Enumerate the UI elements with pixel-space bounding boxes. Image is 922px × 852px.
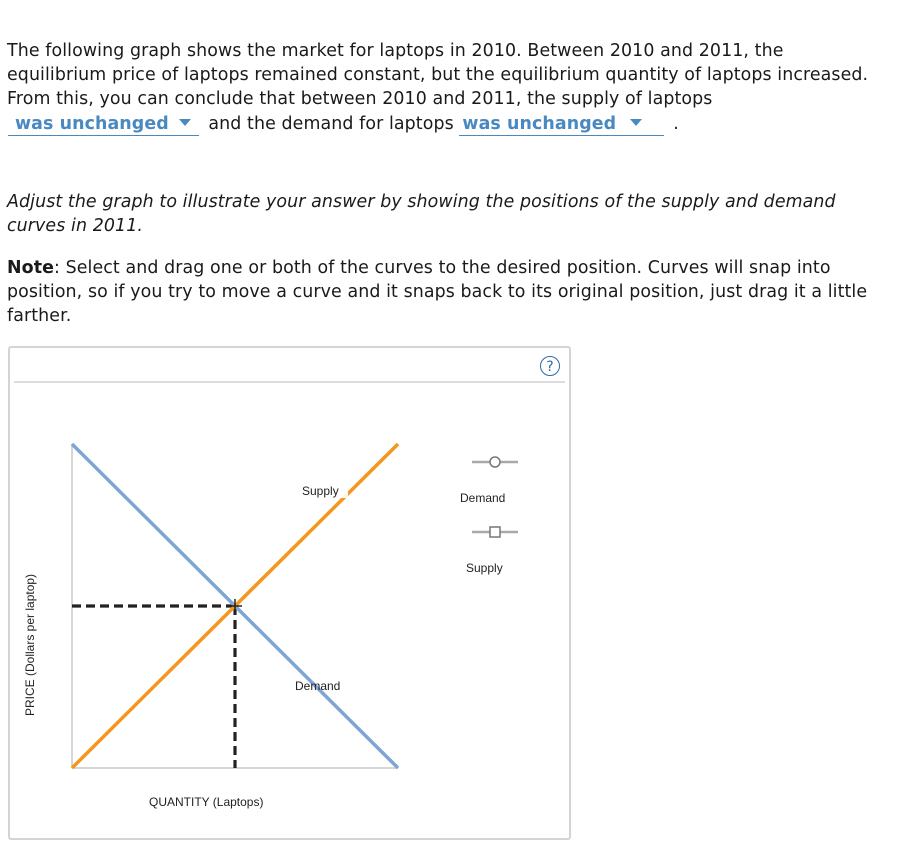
circle-icon: [490, 457, 500, 467]
question-line-2: equilibrium price of laptops remained constant, but the equilibrium quantity of laptops increased.: [7, 65, 869, 85]
demand-change-dropdown[interactable]: [459, 113, 664, 136]
legend-demand[interactable]: [460, 457, 518, 505]
graph-panel: [8, 346, 571, 840]
question-line-1: The following graph shows the market for laptops in 2010. Between 2010 and 2011, the: [7, 41, 784, 61]
help-icon[interactable]: ?: [540, 356, 560, 376]
chevron-down-icon: [630, 119, 642, 126]
note-line-1: [7, 256, 831, 280]
note-line-2: position, so if you try to move a curve and it snaps back to its original position, just drag it a little: [7, 282, 868, 302]
y-axis-label: PRICE (Dollars per laptop): [23, 573, 37, 716]
instruction-line-1: Adjust the graph to illustrate your answer by showing the positions of the supply and demand: [7, 192, 836, 212]
question-line-4: [8, 112, 679, 136]
legend-supply[interactable]: [466, 527, 518, 575]
supply-curve-label: Supply: [302, 484, 339, 498]
question-line-3: From this, you can conclude that between 2010 and 2011, the supply of laptops: [7, 89, 713, 109]
x-axis-label: QUANTITY (Laptops): [149, 795, 264, 809]
supply-dropdown-value: was unchanged: [15, 114, 169, 134]
legend-demand-label: Demand: [460, 491, 506, 505]
legend-supply-label: Supply: [466, 561, 503, 575]
supply-change-dropdown[interactable]: [8, 113, 199, 136]
note-line-3: farther.: [7, 306, 72, 326]
instruction-line-2: curves in 2011.: [7, 216, 143, 236]
chevron-down-icon: [179, 119, 191, 126]
graph-canvas: [10, 348, 573, 842]
note-label: Note: [7, 258, 55, 278]
mid-text: and the demand for laptops: [208, 114, 454, 134]
demand-curve-label: Demand: [295, 679, 341, 693]
note-text-1: : Select and drag one or both of the curves to the desired position. Curves will snap into: [54, 258, 831, 278]
sentence-period: .: [673, 114, 679, 134]
demand-dropdown-value: was unchanged: [462, 114, 617, 134]
square-icon: [490, 527, 500, 537]
